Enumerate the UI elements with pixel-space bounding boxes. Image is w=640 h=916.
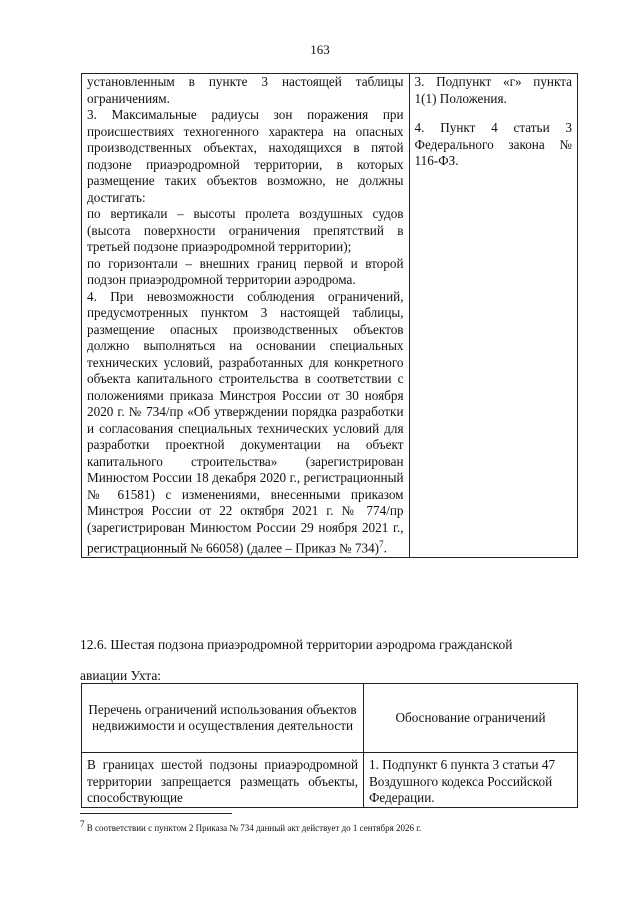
footnote-separator bbox=[80, 813, 232, 814]
restriction-item-3: 3. Максимальные радиусы зон поражения при происшествиях техногенного характера на опасных производственных объектах, находящихся в пятой подзоне приаэродромной территории, в которых размещение таких объектов возможно, не должны достигать: bbox=[87, 107, 404, 205]
restriction-item-4 bbox=[87, 289, 404, 557]
sixth-subzone-table bbox=[81, 683, 578, 808]
footnote-mark: 7 bbox=[80, 819, 85, 829]
restriction-vertical: по вертикали – высоты пролета воздушных судов (высота поверхности ограничения препятствий в третьей подзоне приаэродромной территории); bbox=[87, 206, 404, 254]
footnote-ref: 7 bbox=[379, 539, 384, 549]
footnote bbox=[80, 818, 421, 834]
restrictions-cell bbox=[82, 74, 410, 558]
justification-item-4: 4. Пункт 4 статьи 3 Федерального закона № 116-ФЗ. bbox=[414, 120, 572, 168]
restriction-text: установленным в пункте 3 настоящей таблицы ограничениям. bbox=[87, 74, 404, 106]
section-heading: 12.6. Шестая подзона приаэродромной территории аэродрома гражданской bbox=[80, 637, 513, 652]
restriction-item-4-end: . bbox=[383, 540, 387, 556]
section-heading-cont: авиации Ухта: bbox=[80, 668, 162, 683]
restrictions-table-continued bbox=[81, 73, 578, 558]
footnote-text: В соответствии с пунктом 2 Приказа № 734 данный акт действует до 1 сентября 2026 г. bbox=[86, 823, 422, 833]
restriction-horizontal: по горизонтали – внешних границ первой и второй подзон приаэродромной территории аэродрома. bbox=[87, 255, 404, 287]
page-number: 163 bbox=[310, 42, 330, 57]
row-restriction: В границах шестой подзоны приаэродромной территории запрещается размещать объекты, способствующие bbox=[82, 753, 364, 808]
header-justification: Обоснование ограничений bbox=[364, 684, 578, 753]
justification-cell bbox=[409, 74, 577, 558]
justification-item-3: 3. Подпункт «г» пункта 1(1) Положения. bbox=[414, 74, 572, 106]
header-restrictions: Перечень ограничений использования объектов недвижимости и осуществления деятельности bbox=[82, 684, 364, 753]
row-justification: 1. Подпункт 6 пункта 3 статьи 47 Воздушного кодекса Российской Федерации. bbox=[364, 753, 578, 808]
restriction-item-4-text: 4. При невозможности соблюдения ограничений, предусмотренных пунктом 3 настоящей таблицы, размещение опасных производственных объектов должно выполняться на основании специальных технических условий, разработанных для конкретного объекта капитального строительства в соответствии с положениями приказа Минстроя России от 30 ноября 2020 г. № 734/пр «Об утверждении порядка разработки и согласования специальных технических условий для разработки проектной документации на объект капитального строительства» (зарегистрирован Минюстом России 18 декабря 2020 г., регистрационный № 61581) с изменениями, внесенными приказом Минстроя России от 22 октября 2021 г. № 774/пр (зарегистрирован Минюстом России 29 ноября 2021 г., регистрационный № 66058) (далее – Приказ № 734) bbox=[87, 288, 404, 556]
